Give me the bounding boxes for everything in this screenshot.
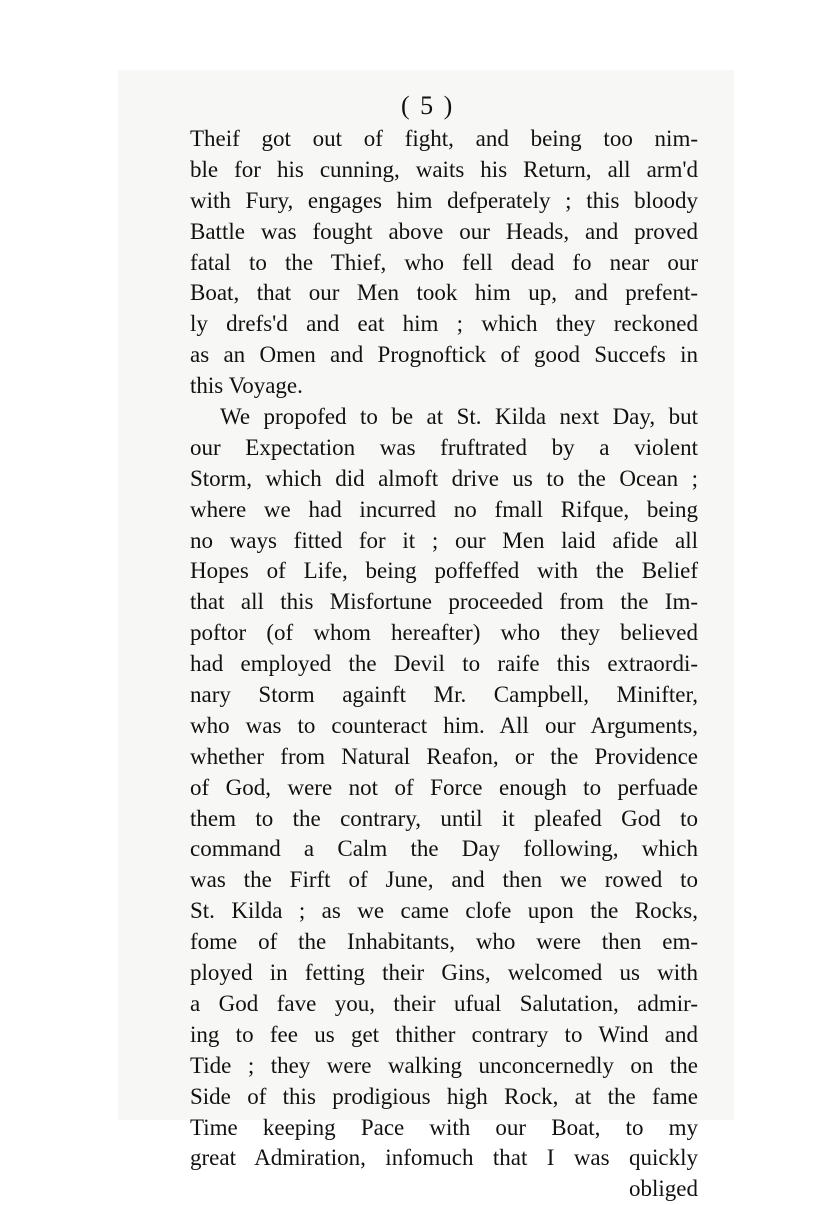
text-line: great Admiration, infomuch that I was quickly [190,1145,698,1171]
text-line: Theif got out of fight, and being too nim- [190,126,698,151]
text-line: Tide ; they were walking unconcernedly on the [190,1052,698,1078]
text-line: where we had incurred no fmall Rifque, being [190,496,698,522]
text-line: fome of the Inhabitants, who were then em- [190,929,698,955]
text-line: them to the contrary, until it pleafed God to [190,805,698,831]
text-line: Side of this prodigious high Rock, at the fame [190,1083,698,1109]
text-line: that all this Misfortune proceeded from the Im- [190,589,698,615]
catchword: obliged [629,1176,698,1202]
text-line: Hopes of Life, being poffeffed with the Belief [190,558,698,584]
text-line: this Voyage. [190,373,303,399]
text-line: fatal to the Thief, who fell dead fo near our [190,249,698,275]
text-line: Boat, that our Men took him up, and prefent- [190,280,698,306]
text-line: Storm, which did almoft drive us to the Ocean ; [190,465,698,491]
text-line: We propofed to be at St. Kilda next Day, but [220,404,698,430]
text-line: was the Firft of June, and then we rowed to [190,867,698,893]
text-line: ly drefs'd and eat him ; which they reckoned [190,311,698,337]
text-line: with Fury, engages him defperately ; this bloody [190,187,698,213]
text-line: a God fave you, their ufual Salutation, admir- [190,990,698,1016]
text-line: no ways fitted for it ; our Men laid afide all [190,527,698,553]
text-line: as an Omen and Prognoftick of good Succefs in [190,342,698,368]
text-line: St. Kilda ; as we came clofe upon the Rocks, [190,898,698,924]
text-line: poftor (of whom hereafter) who they believed [190,620,698,646]
text-line: ing to fee us get thither contrary to Wind and [190,1021,698,1047]
page-number: ( 5 ) [401,91,455,120]
text-line: had employed the Devil to raife this extraordi- [190,651,698,677]
text-line: our Expectation was fruftrated by a violent [190,434,698,460]
text-line: ployed in fetting their Gins, welcomed us with [190,960,698,986]
text-line: of God, were not of Force enough to perfuade [190,774,698,800]
text-line: nary Storm againft Mr. Campbell, Minifter, [190,682,698,708]
body-text [190,124,698,1205]
text-line: who was to counteract him. All our Arguments, [190,712,698,738]
text-line: whether from Natural Reafon, or the Providence [190,743,698,769]
text-line: Time keeping Pace with our Boat, to my [190,1114,698,1140]
text-line: Battle was fought above our Heads, and proved [190,218,698,244]
text-line: ble for his cunning, waits his Return, all arm'd [190,156,698,182]
text-line: command a Calm the Day following, which [190,836,698,862]
